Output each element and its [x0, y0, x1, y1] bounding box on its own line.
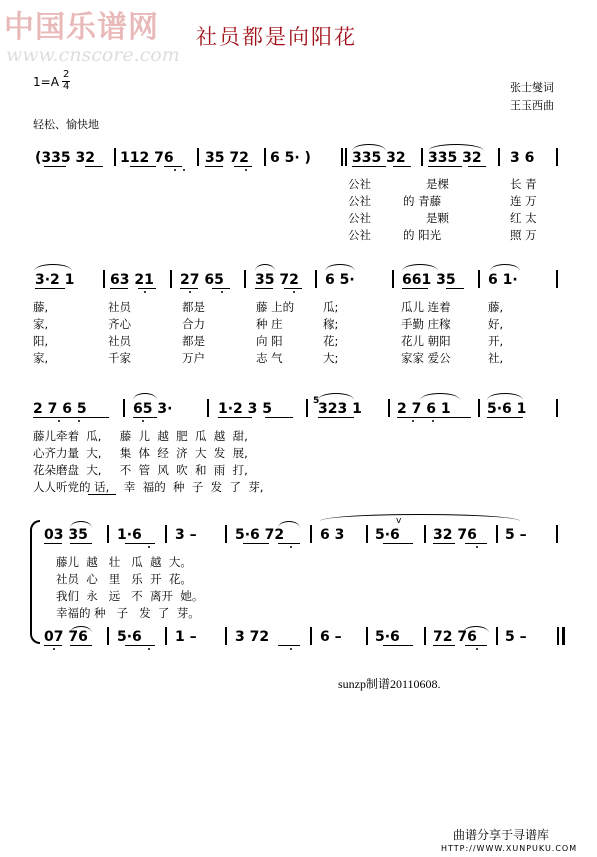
- lyric: 种 庄: [256, 317, 283, 331]
- lyric-line: 社员 心 里 乐 开 花。: [56, 572, 192, 586]
- lyric-line: 我们 永 远 不 离开 她。: [56, 589, 204, 603]
- lyric: 手勤 庄稼: [401, 317, 451, 331]
- lyric: 是棵: [426, 177, 449, 191]
- notes-measure: 1·2 3 5: [218, 401, 273, 417]
- notes-measure: 63 21: [110, 272, 154, 288]
- lyric: 的 青藤: [403, 194, 442, 208]
- notes-measure: 661 35: [402, 272, 456, 288]
- notes-measure: 3 6: [510, 150, 535, 166]
- lyric: 家,: [33, 317, 49, 331]
- lyric: 都是: [182, 300, 205, 314]
- lyric: 藤,: [33, 300, 49, 314]
- lyric: 阳,: [33, 334, 49, 348]
- notes-measure: 3 72: [235, 629, 270, 645]
- notes-measure: 6 5· ): [270, 150, 311, 166]
- lyric: 花儿 朝阳: [401, 334, 451, 348]
- notes-measure: 35 72: [255, 272, 299, 288]
- notes-measure: 07 76: [44, 629, 88, 645]
- lyric-line: 藤儿 越 壮 瓜 越 大。: [56, 555, 192, 569]
- notes-measure: 5 –: [505, 629, 527, 645]
- lyric: 的 阳光: [403, 228, 442, 242]
- notes-measure: 32 76: [433, 527, 477, 543]
- notes-measure: 335 32: [428, 150, 482, 166]
- notes-measure: 65 3·: [133, 401, 173, 417]
- lyric: 公社: [348, 211, 371, 225]
- lyric-line: 花朵磨盘 大, 不 管 风 吹 和 雨 打,: [33, 463, 248, 477]
- notes-measure: 6 3: [320, 527, 345, 543]
- lyric: 万户: [182, 351, 205, 365]
- lyric: 好,: [488, 317, 504, 331]
- page-title: 社员都是向阳花: [196, 25, 357, 49]
- lyric: 照 万: [510, 228, 537, 242]
- lyric: 瓜;: [323, 300, 339, 314]
- notes-measure: 5·6 72: [235, 527, 285, 543]
- lyric: 连 万: [510, 194, 537, 208]
- lyric: 长 青: [510, 177, 537, 191]
- lyric: 都是: [182, 334, 205, 348]
- lyric: 社员: [108, 334, 131, 348]
- transcriber-credit: sunzp制谱20110608.: [338, 677, 441, 691]
- notes-measure: (335 32: [35, 150, 95, 166]
- lyric: 社,: [488, 351, 504, 365]
- notes-measure: 27 65: [180, 272, 224, 288]
- breath-mark: v: [396, 516, 402, 526]
- notes-measure: 2 7 6 1: [397, 401, 451, 417]
- tempo-marking: 轻松、愉快地: [33, 118, 99, 131]
- notes-measure: 335 32: [352, 150, 406, 166]
- lyric: 社员: [108, 300, 131, 314]
- notes-measure: 5·6: [117, 629, 142, 645]
- notes-measure: 6 1·: [488, 272, 518, 288]
- composer: 王玉西曲: [510, 99, 554, 112]
- watermark-url: www.cnscore.com: [6, 44, 180, 66]
- notes-measure: 5·6: [375, 629, 400, 645]
- notes-measure: 6 –: [320, 629, 342, 645]
- lyric: 家,: [33, 351, 49, 365]
- notes-measure: 2 7 6 5: [33, 401, 87, 417]
- time-numerator: 2: [63, 69, 70, 80]
- lyric: 志 气: [256, 351, 283, 365]
- notes-measure: 72 76: [433, 629, 477, 645]
- lyric: 开,: [488, 334, 504, 348]
- lyric: 稼;: [323, 317, 339, 331]
- notes-measure: 35 72: [205, 150, 249, 166]
- lyric: 齐心: [108, 317, 131, 331]
- key-signature: 1=A: [33, 75, 59, 89]
- notes-measure: 3 –: [175, 527, 197, 543]
- notes-measure: 5 –: [505, 527, 527, 543]
- notes-measure: 1 –: [175, 629, 197, 645]
- lyric-line: 人人听党的 话, 幸 福的 种 子 发 了 芽,: [33, 480, 264, 494]
- grace-note: 5: [313, 396, 320, 406]
- time-denominator: 4: [63, 81, 70, 92]
- notes-measure: 323 1: [318, 401, 362, 417]
- lyric: 瓜儿 连着: [401, 300, 451, 314]
- lyric: 是颗: [426, 211, 449, 225]
- lyricist: 张士燮词: [510, 81, 554, 94]
- lyric: 家家 爱公: [401, 351, 451, 365]
- watermark-cn: 中国乐谱网: [4, 10, 159, 45]
- share-text: 曲谱分享于寻谱库: [453, 828, 550, 842]
- lyric: 红 太: [510, 211, 537, 225]
- lyric: 合力: [182, 317, 205, 331]
- lyric: 千家: [108, 351, 131, 365]
- notes-measure: 3·2 1: [35, 272, 75, 288]
- lyric: 公社: [348, 194, 371, 208]
- lyric: 公社: [348, 177, 371, 191]
- notes-measure: 1·6: [117, 527, 142, 543]
- notes-measure: 03 35: [44, 527, 88, 543]
- lyric: 藤 上的: [256, 300, 295, 314]
- notes-measure: 6 5·: [325, 272, 355, 288]
- notes-measure: 5·6: [375, 527, 400, 543]
- share-url: HTTP://WWW.XUNPUKU.COM: [441, 844, 578, 853]
- lyric: 公社: [348, 228, 371, 242]
- lyric: 花;: [323, 334, 339, 348]
- notes-measure: 5·6 1: [487, 401, 527, 417]
- lyric: 向 阳: [256, 334, 283, 348]
- lyric-line: 幸福的 种 子 发 了 芽。: [56, 606, 200, 620]
- notes-measure: 112 76: [120, 150, 174, 166]
- lyric-line: 藤儿牵着 瓜, 藤 儿 越 肥 瓜 越 甜,: [33, 429, 248, 443]
- lyric: 藤,: [488, 300, 504, 314]
- lyric: 大;: [323, 351, 339, 365]
- lyric-line: 心齐力量 大, 集 体 经 济 大 发 展,: [33, 446, 248, 460]
